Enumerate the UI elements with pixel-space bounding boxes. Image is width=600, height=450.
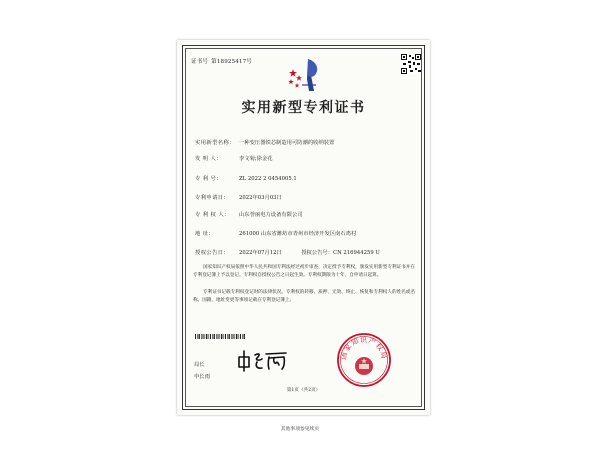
page-number: 第1页（共2页） [286,388,321,393]
cnipa-emblem-icon [282,55,324,95]
field-address [195,229,356,237]
field-value: 261000 山东省潍坊市青州市经济开发区南石鸡村 [239,231,357,237]
field-value: 一种变压器铁芯制造用可防潮的收纳装置 [239,140,335,146]
certificate-paragraph-2: 专利证书记载专利权登记时的法律状况。专利权的转移、质押、无效、终止、恢复和专利权人的姓名或名称、国籍、地址变更等事项记载在专利登记簿上。 [193,290,415,304]
field-label: 实用新型名称： [195,140,235,146]
signatory-title: 局长 [194,362,205,368]
field-label: 地 址： [195,231,215,237]
grant-date-value: 2022年07月12日 [239,250,282,256]
field-patentee [195,210,303,218]
grant-number-value: CN 216944259 U [333,250,380,256]
field-application-date [195,193,282,201]
qr-code-icon [401,54,421,74]
field-value: 山东誉丽电力设备有限公司 [239,212,303,218]
field-inventor [195,154,273,162]
field-label: 专 利 权 人： [195,212,230,218]
field-grant-info [195,248,380,256]
certificate-number [191,57,255,65]
official-seal [335,331,393,389]
certificate-number-value: 第18925417号 [211,59,253,65]
field-utility-model-name [195,138,334,146]
certificate-number-label: 证书号 [191,59,209,65]
svg-text:国家知识产权局: 国家知识产权局 [339,336,389,361]
barcode-icon [195,334,245,339]
field-value: ZL 2022 2 0454005.1 [239,176,297,182]
grant-number-label: 授权公告号： [301,250,334,256]
certificate-paragraph-1: 国家知识产权局依照中华人民共和国专利法经过初步审查，决定授予专利权，颁发实用新型专利证书并在专利登记簿上予以登记。专利权自授权公告之日起生效。专利权期限为十年，自申请日起算。 [193,265,415,279]
certificate-title: 实用新型专利证书 [241,100,366,116]
national-emblem-icon [355,357,373,375]
field-value: 2022年03月03日 [239,195,282,201]
field-label: 发 明 人： [195,156,222,162]
field-label: 专利申请日： [195,195,230,201]
certificate-sheet [177,40,430,415]
field-label: 专 利 号： [195,176,222,182]
field-patent-number [195,174,297,182]
signatory-name: 申长雨 [194,374,210,380]
footer-note: 其他事项参见续页 [280,427,320,432]
grant-date-label: 授权公告日： [195,250,230,256]
handwritten-signature [235,348,291,372]
field-value: 李文菊;徐金花 [239,156,273,162]
